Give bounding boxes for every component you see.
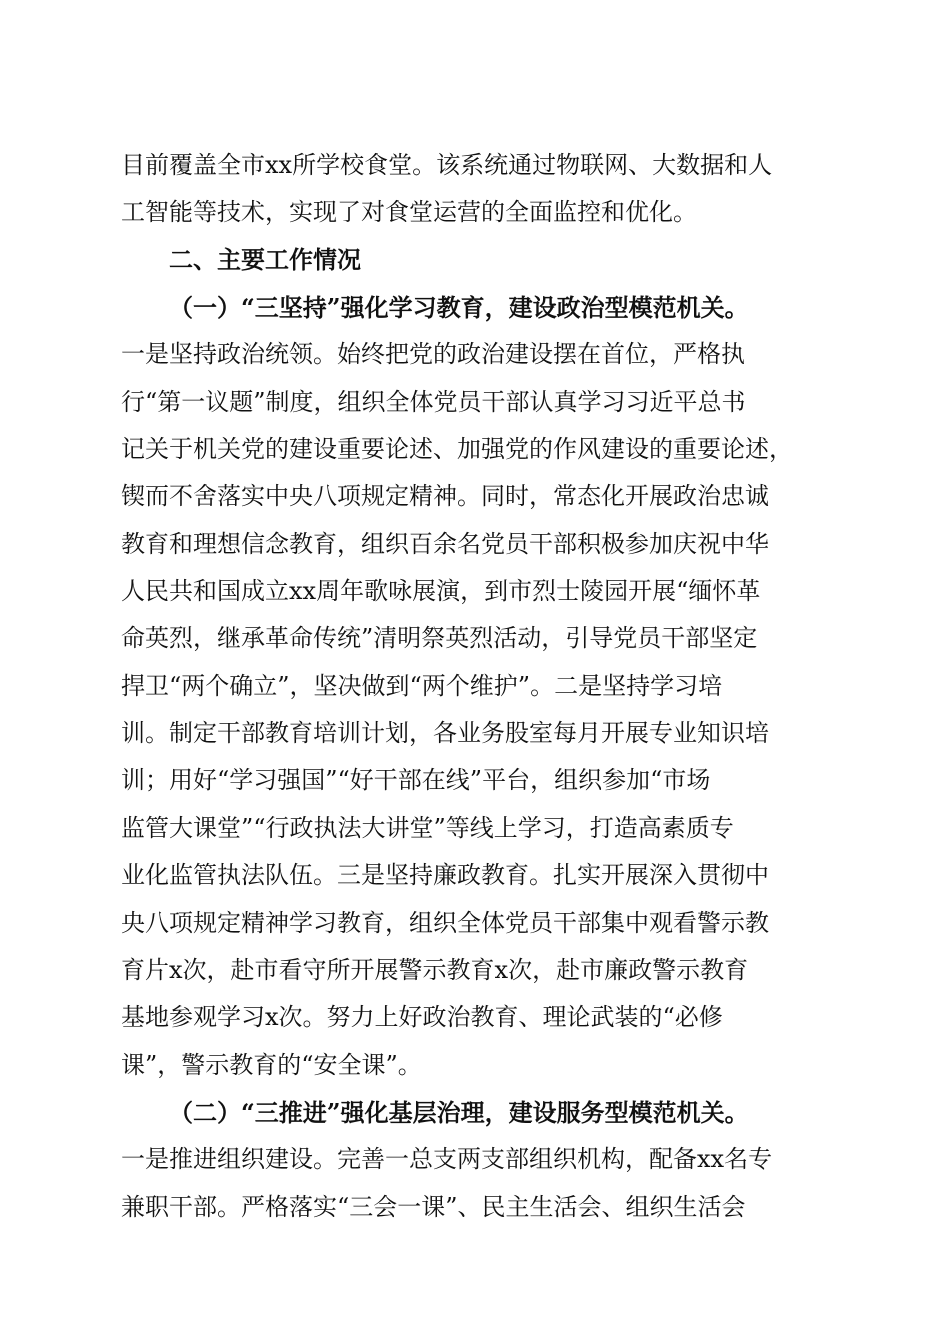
body-line: 训。制定干部教育培训计划，各业务股室每月开展专业知识培 [121, 719, 769, 748]
body-line: 央八项规定精神学习教育，组织全体党员干部集中观看警示教 [121, 908, 769, 937]
section-heading: 二、主要工作情况 [169, 245, 361, 274]
body-line: 捍卫“两个确立”，坚决做到“两个维护”。二是坚持学习培 [121, 671, 723, 700]
body-line: 课”，警示教育的“安全课”。 [121, 1050, 422, 1079]
body-line: 业化监管执法队伍。三是坚持廉政教育。扎实开展深入贯彻中 [121, 861, 769, 890]
body-line: 人民共和国成立xx周年歌咏展演，到市烈士陵园开展“缅怀革 [121, 577, 761, 606]
body-line: 监管大课堂”“行政执法大讲堂”等线上学习，打造高素质专 [121, 813, 734, 842]
body-line: 工智能等技术，实现了对食堂运营的全面监控和优化。 [121, 198, 697, 227]
document-body [121, 142, 831, 1231]
body-line: 记关于机关党的建设重要论述、加强党的作风建设的重要论述， [121, 435, 793, 464]
body-line: 行“第一议题”制度，组织全体党员干部认真学习习近平总书 [121, 387, 746, 416]
body-line: 一是推进组织建设。完善一总支两支部组织机构，配备xx名专 [121, 1145, 773, 1174]
body-line: 育片x次，赴市看守所开展警示教育x次，赴市廉政警示教育 [121, 955, 749, 984]
body-line: 一是坚持政治统领。始终把党的政治建设摆在首位，严格执 [121, 340, 745, 369]
body-line: 锲而不舍落实中央八项规定精神。同时，常态化开展政治忠诚 [121, 482, 769, 511]
body-line: 兼职干部。严格落实“三会一课”、民主生活会、组织生活会 [121, 1192, 746, 1221]
subsection-heading: （一）“三坚持”强化学习教育，建设政治型模范机关。 [169, 293, 749, 323]
body-line: 目前覆盖全市xx所学校食堂。该系统通过物联网、大数据和人 [121, 151, 773, 179]
subsection-heading: （二）“三推进”强化基层治理，建设服务型模范机关。 [169, 1097, 749, 1127]
body-line: 基地参观学习x次。努力上好政治教育、理论武装的“必修 [121, 1003, 723, 1032]
body-line: 训；用好“学习强国”“好干部在线”平台，组织参加“市场 [121, 766, 711, 795]
body-line: 命英烈，继承革命传统”清明祭英烈活动，引导党员干部坚定 [121, 624, 758, 653]
body-line: 教育和理想信念教育，组织百余名党员干部积极参加庆祝中华 [121, 529, 769, 558]
